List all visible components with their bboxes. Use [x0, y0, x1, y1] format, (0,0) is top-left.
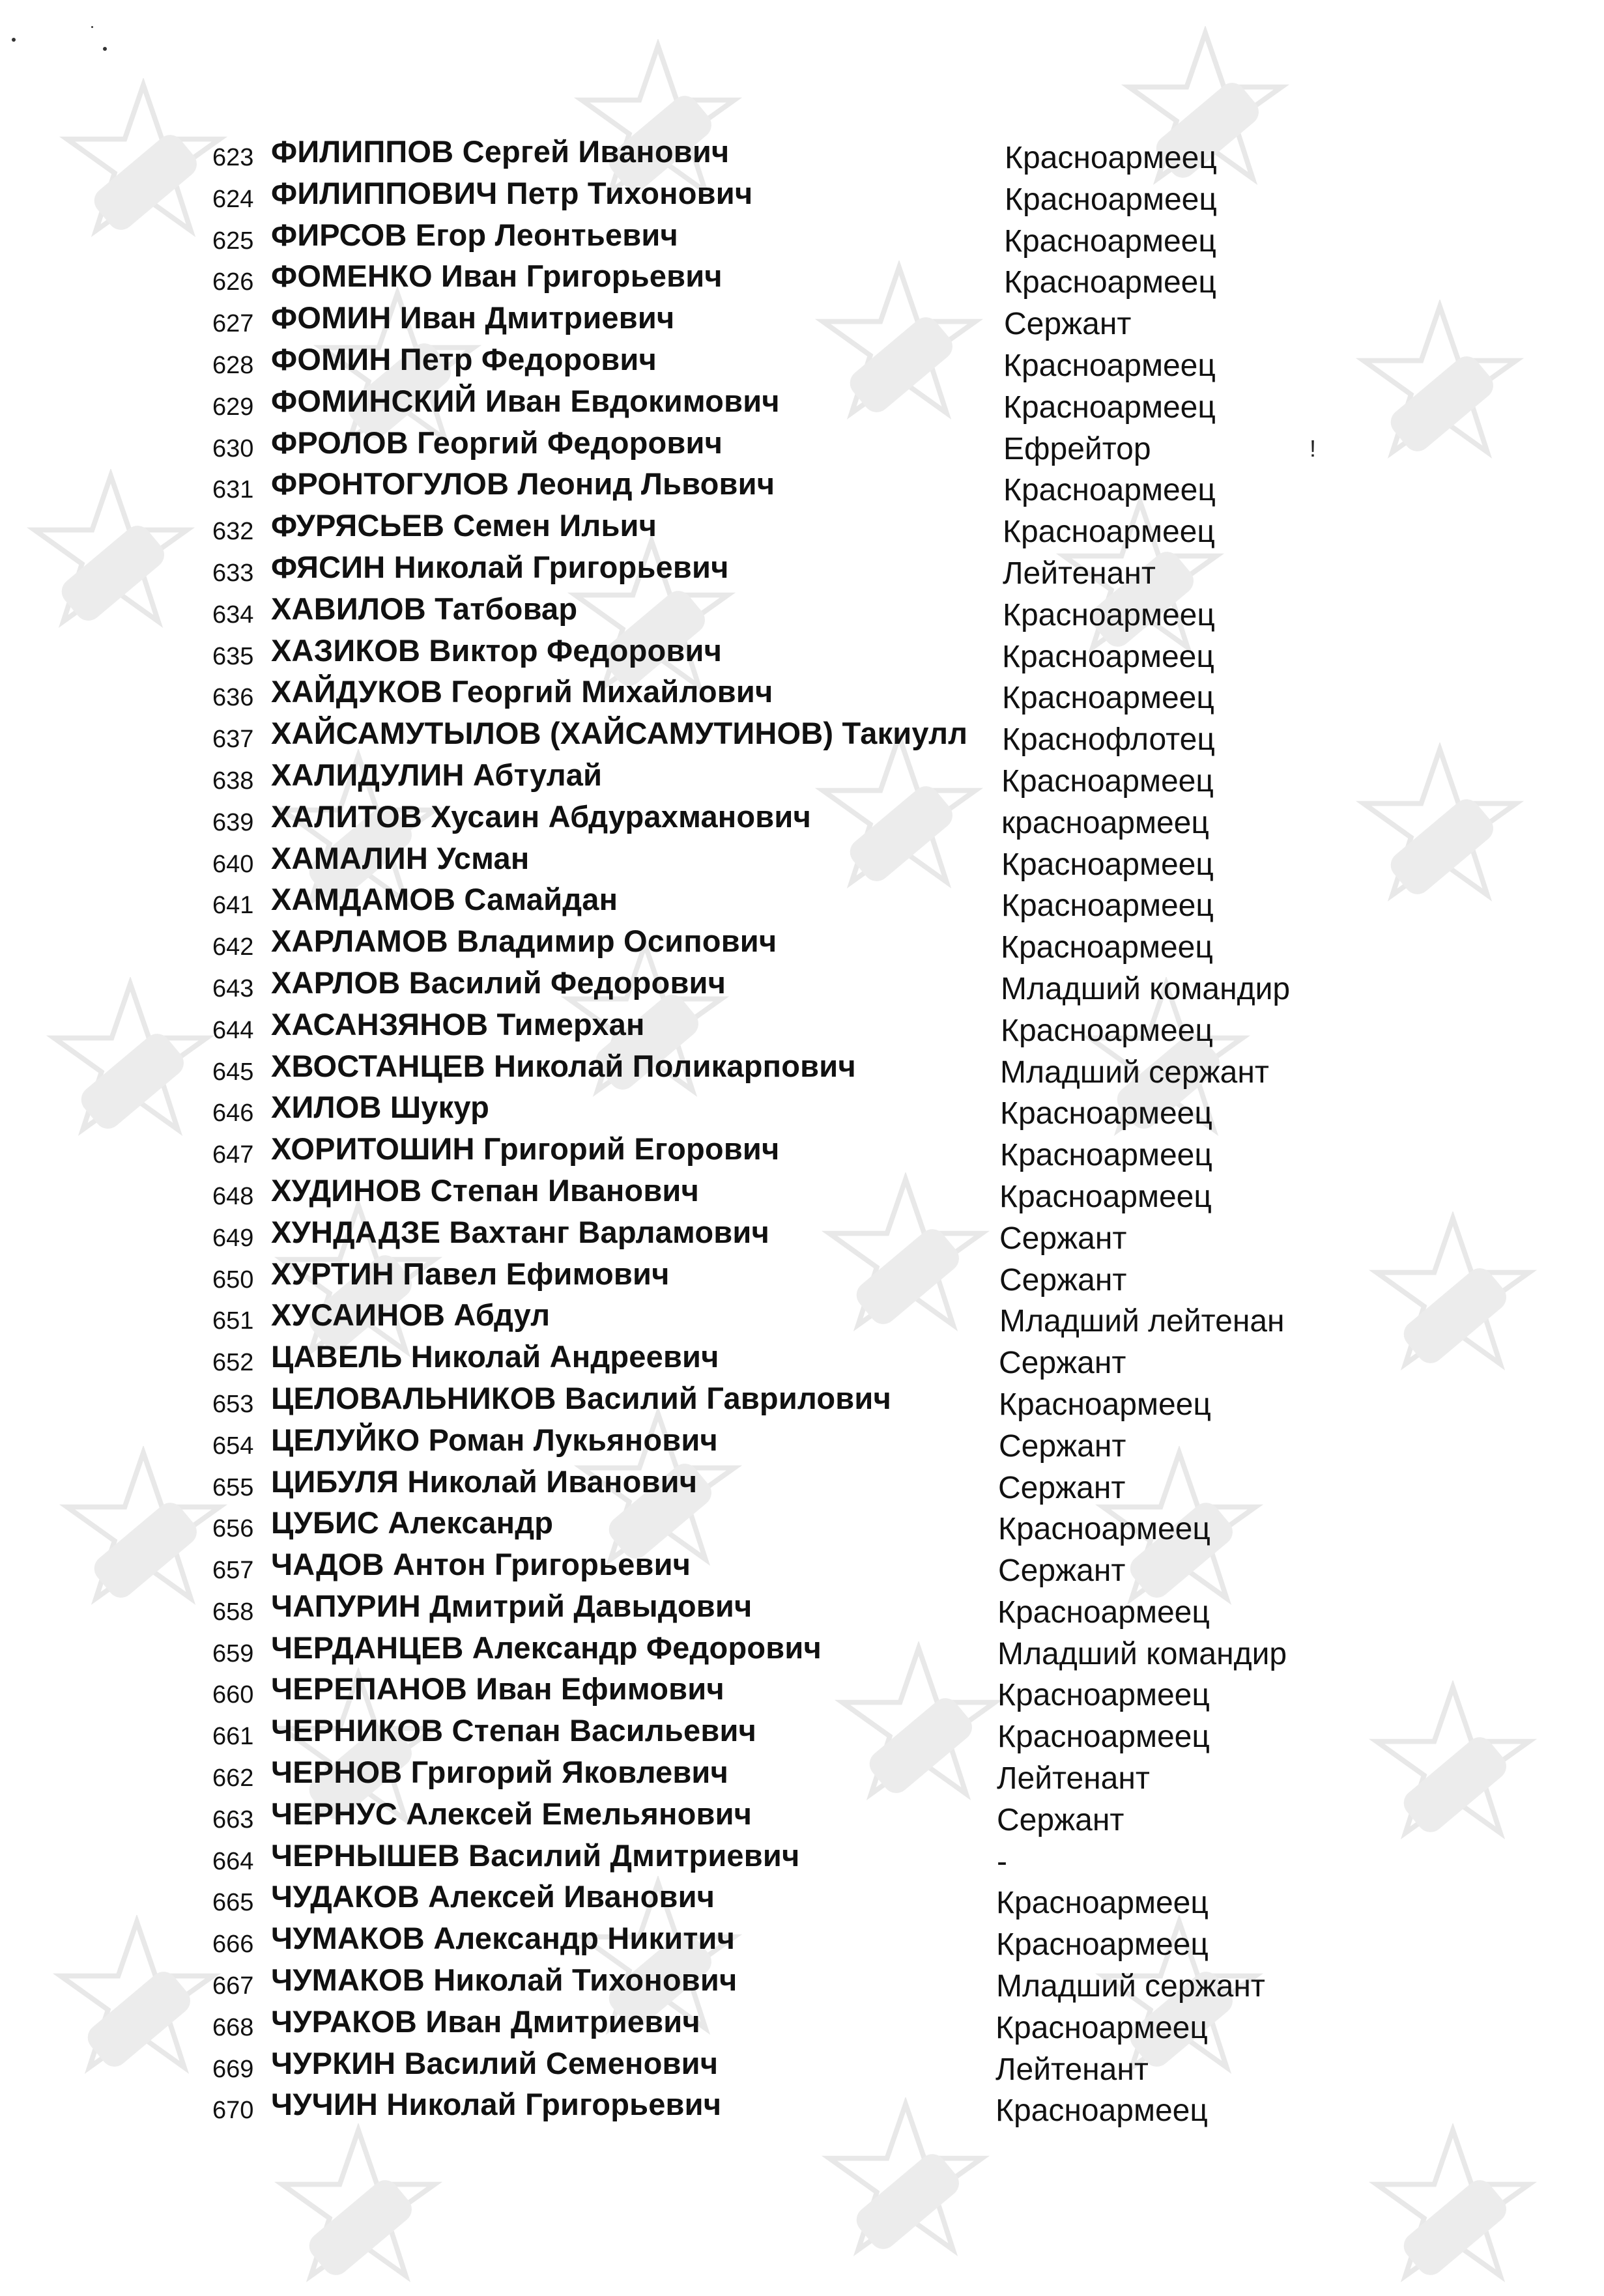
entry-name: ФОМИНСКИЙ Иван Евдокимович	[271, 383, 780, 418]
entry-name: ХУНДАДЗЕ Вахтанг Варламович	[271, 1214, 769, 1249]
entry-name: ФИЛИППОВ Сергей Иванович	[271, 134, 730, 169]
entry-name: ЧУМАКОВ Александр Никитич	[271, 1921, 736, 1956]
entry-rank: Младший лейтенан	[999, 1304, 1285, 1339]
entry-number: 624	[212, 185, 254, 213]
entry-rank: Сержант	[999, 1428, 1126, 1464]
entry-number: 646	[212, 1099, 254, 1127]
list-row	[212, 509, 1353, 550]
list-row	[212, 467, 1353, 509]
entry-rank: Сержант	[998, 1553, 1126, 1589]
entry-rank: Красноармеец	[998, 1512, 1210, 1547]
entry-name: ЧУЧИН Николай Григорьевич	[271, 2087, 722, 2122]
entry-rank: Красноармеец	[1002, 639, 1214, 674]
entry-name: ФОМЕНКО Иван Григорьевич	[271, 259, 723, 294]
entry-rank: Красноармеец	[1001, 763, 1214, 799]
star-watermark-icon	[1368, 1212, 1538, 1381]
entry-name: ФОМИН Петр Федорович	[271, 341, 657, 376]
entry-number: 663	[212, 1806, 254, 1834]
list-row	[212, 550, 1353, 592]
entry-name: ЧЕРНУС Алексей Емельянович	[271, 1796, 752, 1831]
star-watermark-icon	[46, 977, 215, 1146]
entry-number: 638	[212, 767, 254, 795]
entry-rank: Красноармеец	[999, 1179, 1212, 1214]
entry-rank: Красноармеец	[1005, 182, 1217, 217]
entry-name: ФИЛИППОВИЧ Петр Тихонович	[271, 175, 753, 210]
entry-name: ЦУБИС Александр	[271, 1505, 554, 1540]
entry-rank: Красноармеец	[995, 2010, 1208, 2045]
entry-number: 634	[212, 601, 254, 629]
entry-rank: Красноармеец	[1004, 265, 1216, 300]
entry-rank: Красноармеец	[996, 1886, 1209, 1921]
list-row	[212, 1257, 1353, 1299]
list-row	[212, 592, 1353, 634]
entry-number: 660	[212, 1681, 254, 1709]
entry-name: ХАРЛОВ Василий Федорович	[271, 965, 726, 1000]
entry-name: ХАМАЛИН Усман	[271, 840, 530, 875]
entry-rank: Сержант	[997, 1802, 1124, 1837]
list-row	[212, 1921, 1353, 1963]
entry-number: 629	[212, 393, 254, 421]
list-row	[212, 1340, 1353, 1382]
entry-name: ХАВИЛОВ Татбовар	[271, 591, 578, 626]
entry-name: ХУРТИН Павел Ефимович	[271, 1256, 670, 1291]
entry-name: ХАЙСАМУТЫЛОВ (ХАЙСАМУТИНОВ) Такиулл	[271, 716, 968, 751]
list-row	[212, 1465, 1353, 1507]
entry-rank: Сержант	[999, 1221, 1127, 1256]
entry-name: ЦЕЛУЙКО Роман Лукьянович	[271, 1422, 718, 1457]
entry-number: 656	[212, 1515, 254, 1543]
entry-rank: Красноармеец	[1000, 1096, 1212, 1131]
entry-number: 666	[212, 1931, 254, 1959]
margin-mark: !	[1310, 435, 1317, 462]
entry-number: 659	[212, 1639, 254, 1667]
entry-rank: Красноармеец	[1000, 1138, 1212, 1173]
entry-name: ЧУРКИН Василий Семенович	[271, 2045, 719, 2080]
entry-number: 657	[212, 1557, 254, 1585]
entry-number: 652	[212, 1349, 254, 1377]
entry-name: ХУСАИНОВ Абдул	[271, 1297, 551, 1333]
list-row	[212, 1215, 1353, 1257]
entry-name: ХАЙДУКОВ Георгий Михайлович	[271, 674, 773, 709]
entry-number: 639	[212, 808, 254, 836]
entry-number: 644	[212, 1016, 254, 1044]
entry-rank: Сержант	[1004, 307, 1132, 342]
entry-number: 669	[212, 2055, 254, 2083]
entry-rank: Красноармеец	[997, 1678, 1210, 1713]
entry-name: ХАСАНЗЯНОВ Тимерхан	[271, 1006, 645, 1042]
entry-name: ХАЛИТОВ Хусаин Абдурахманович	[271, 799, 811, 834]
list-row	[212, 800, 1353, 842]
entry-name: ХВОСТАНЦЕВ Николай Поликарпович	[271, 1048, 856, 1083]
star-watermark-icon	[52, 1915, 222, 2084]
star-watermark-icon	[274, 2123, 443, 2293]
entry-number: 626	[212, 268, 254, 296]
entry-number: 625	[212, 227, 254, 255]
list-row	[212, 675, 1353, 716]
entry-number: 661	[212, 1723, 254, 1751]
entry-rank: Младший командир	[1001, 971, 1291, 1006]
entry-rank: Красноармеец	[1001, 888, 1214, 924]
list-row	[212, 842, 1353, 883]
entry-name: ХОРИТОШИН Григорий Егорович	[271, 1131, 780, 1167]
entry-name: ФРОНТОГУЛОВ Леонид Львович	[271, 466, 775, 502]
list-row	[212, 758, 1353, 800]
entry-rank: Красноармеец	[997, 1594, 1210, 1630]
list-row	[212, 716, 1353, 758]
list-row	[212, 1506, 1353, 1548]
entry-name: ЧЕРДАНЦЕВ Александр Федорович	[271, 1630, 822, 1665]
star-watermark-icon	[26, 469, 195, 638]
entry-number: 643	[212, 974, 254, 1002]
entry-name: ЧУРАКОВ Иван Дмитриевич	[271, 2004, 700, 2039]
entry-rank: Лейтенант	[997, 1761, 1150, 1796]
list-row	[212, 301, 1353, 343]
entry-name: ХИЛОВ Шукур	[271, 1090, 489, 1125]
entry-name: ЦИБУЛЯ Николай Иванович	[271, 1464, 698, 1499]
entry-rank: красноармеец	[1001, 805, 1209, 840]
entry-rank: Красноармеец	[997, 1720, 1210, 1755]
star-watermark-icon	[1368, 1680, 1538, 1850]
list-row	[212, 924, 1353, 966]
list-row	[212, 1298, 1353, 1340]
entry-name: ЦЕЛОВАЛЬНИКОВ Василий Гаврилович	[271, 1380, 891, 1415]
list-row	[212, 1880, 1353, 1921]
entry-name: ФОМИН Иван Дмитриевич	[271, 300, 675, 335]
entry-number: 628	[212, 351, 254, 379]
list-row	[212, 1963, 1353, 2005]
entry-number: 648	[212, 1182, 254, 1210]
entry-name: ФРОЛОВ Георгий Федорович	[271, 425, 723, 460]
list-row	[212, 384, 1353, 426]
entry-rank: Лейтенант	[1003, 556, 1156, 591]
entry-name: ХАЗИКОВ Виктор Федорович	[271, 632, 723, 668]
entry-rank: Младший сержант	[996, 1969, 1265, 2004]
entry-rank: Красноармеец	[1003, 390, 1216, 425]
entry-rank: Красноармеец	[1001, 1013, 1213, 1048]
entry-number: 650	[212, 1266, 254, 1294]
entry-rank: Красноармеец	[999, 1387, 1211, 1422]
entry-rank: Младший командир	[997, 1636, 1287, 1671]
entry-number: 623	[212, 144, 254, 171]
list-row	[212, 218, 1353, 260]
scan-speck	[12, 38, 16, 42]
entry-number: 635	[212, 642, 254, 670]
entry-number: 637	[212, 726, 254, 754]
entry-name: ЦАВЕЛЬ Николай Андреевич	[271, 1339, 719, 1374]
entry-rank: Лейтенант	[995, 2052, 1149, 2087]
entry-rank: Сержант	[999, 1346, 1126, 1381]
entry-name: ЧЕРНЫШЕВ Василий Дмитриевич	[271, 1837, 800, 1873]
entry-number: 658	[212, 1598, 254, 1626]
entry-number: 642	[212, 933, 254, 961]
entry-number: 633	[212, 559, 254, 587]
list-row	[212, 1631, 1353, 1673]
entry-number: 670	[212, 2097, 254, 2125]
list-row	[212, 1423, 1353, 1465]
list-row	[212, 1174, 1353, 1215]
scan-speck	[91, 26, 93, 28]
scan-speck	[103, 47, 107, 51]
list-row	[212, 1714, 1353, 1755]
star-watermark-icon	[1355, 743, 1525, 912]
list-row	[212, 2005, 1353, 2047]
entry-rank: Ефрейтор	[1003, 431, 1151, 466]
star-watermark-icon	[59, 1446, 228, 1615]
list-row	[212, 1672, 1353, 1714]
entry-number: 651	[212, 1307, 254, 1335]
entry-rank: Красноармеец	[1004, 223, 1216, 259]
entry-rank: Красноармеец	[1001, 930, 1213, 965]
entry-rank: Краснофлотец	[1002, 722, 1215, 758]
entry-name: ФЯСИН Николай Григорьевич	[271, 549, 729, 584]
list-row	[212, 177, 1353, 218]
entry-number: 630	[212, 434, 254, 462]
list-row	[212, 1008, 1353, 1049]
entry-name: ЧУМАКОВ Николай Тихонович	[271, 1963, 738, 1998]
entry-number: 662	[212, 1765, 254, 1793]
personnel-list	[212, 135, 1353, 2129]
entry-rank: Сержант	[999, 1262, 1127, 1297]
entry-rank: Сержант	[998, 1470, 1126, 1505]
list-row	[212, 259, 1353, 301]
entry-name: ФИРСОВ Егор Леонтьевич	[271, 217, 678, 252]
list-row	[212, 1839, 1353, 1880]
entry-rank: Красноармеец	[1003, 348, 1216, 383]
entry-number: 627	[212, 310, 254, 338]
star-watermark-icon	[1368, 2123, 1538, 2293]
list-row	[212, 634, 1353, 675]
list-row	[212, 426, 1353, 468]
list-row	[212, 1382, 1353, 1423]
entry-rank: Красноармеец	[996, 1927, 1209, 1963]
list-row	[212, 135, 1353, 177]
entry-rank: Красноармеец	[1005, 141, 1217, 175]
entry-number: 640	[212, 850, 254, 878]
star-watermark-icon	[1355, 300, 1525, 469]
entry-name: ЧЕРЕПАНОВ Иван Ефимович	[271, 1671, 724, 1707]
list-row	[212, 1797, 1353, 1839]
star-watermark-icon	[59, 78, 228, 248]
entry-name: ХУДИНОВ Степан Иванович	[271, 1172, 700, 1208]
entry-rank: Красноармеец	[1001, 847, 1214, 882]
entry-number: 665	[212, 1889, 254, 1917]
entry-name: ЧЕРНИКОВ Степан Васильевич	[271, 1713, 757, 1748]
list-row	[212, 1755, 1353, 1797]
entry-rank: Младший сержант	[1000, 1055, 1269, 1090]
entry-name: ЧАПУРИН Дмитрий Давыдович	[271, 1588, 752, 1623]
entry-number: 649	[212, 1224, 254, 1252]
list-row	[212, 343, 1353, 384]
entry-rank: Красноармеец	[1003, 597, 1215, 632]
entry-name: ЧУДАКОВ Алексей Иванович	[271, 1879, 715, 1914]
list-row	[212, 1049, 1353, 1091]
entry-number: 655	[212, 1473, 254, 1501]
entry-name: ЧЕРНОВ Григорий Яковлевич	[271, 1755, 729, 1790]
entry-name: ХАРЛАМОВ Владимир Осипович	[271, 924, 777, 959]
entry-number: 632	[212, 518, 254, 546]
list-row	[212, 883, 1353, 924]
entry-number: 653	[212, 1390, 254, 1418]
list-row	[212, 966, 1353, 1008]
list-row	[212, 2088, 1353, 2129]
entry-name: ХАМДАМОВ Самайдан	[271, 882, 618, 917]
entry-name: ЧАДОВ Антон Григорьевич	[271, 1547, 691, 1582]
entry-rank: Красноармеец	[995, 2093, 1208, 2129]
entry-number: 641	[212, 892, 254, 920]
entry-rank: Красноармеец	[1003, 473, 1216, 508]
entry-number: 668	[212, 2013, 254, 2041]
entry-number: 631	[212, 476, 254, 504]
entry-rank: Красноармеец	[1002, 681, 1214, 716]
entry-rank: Красноармеец	[1003, 515, 1215, 550]
list-row	[212, 1589, 1353, 1631]
list-row	[212, 2047, 1353, 2088]
entry-number: 645	[212, 1058, 254, 1086]
entry-name: ФУРЯСЬЕВ Семен Ильич	[271, 508, 657, 543]
entry-number: 664	[212, 1847, 254, 1875]
list-row	[212, 1548, 1353, 1589]
entry-name: ХАЛИДУЛИН Абтулай	[271, 757, 603, 792]
entry-number: 647	[212, 1141, 254, 1169]
list-row	[212, 1132, 1353, 1174]
entry-number: 636	[212, 684, 254, 712]
entry-rank: -	[997, 1844, 1007, 1879]
entry-number: 654	[212, 1432, 254, 1460]
entry-number: 667	[212, 1972, 254, 2000]
list-row	[212, 1090, 1353, 1132]
